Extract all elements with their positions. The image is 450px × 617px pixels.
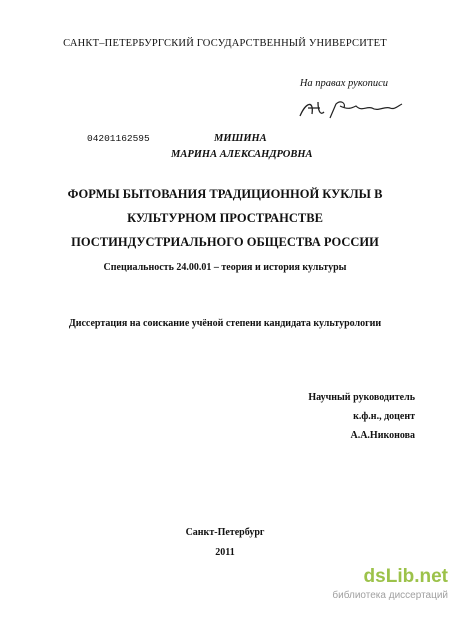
document-code: 04201162595 <box>87 133 150 144</box>
supervisor-name: А.А.Никонова <box>350 430 415 441</box>
watermark-logo[interactable]: dsLib.net <box>363 566 448 587</box>
watermark-subtitle: библиотека диссертаций <box>332 590 448 601</box>
title-line-1: ФОРМЫ БЫТОВАНИЯ ТРАДИЦИОННОЙ КУКЛЫ В <box>67 187 383 201</box>
dissertation-title <box>0 182 450 254</box>
supervisor-role: Научный руководитель <box>308 392 415 403</box>
year: 2011 <box>215 547 235 558</box>
handwritten-signature <box>296 94 406 124</box>
supervisor-degree: к.ф.н., доцент <box>353 411 415 422</box>
supervisor-block <box>308 388 415 445</box>
author-surname: МИШИНА <box>214 133 267 144</box>
city: Санкт-Петербург <box>185 527 265 538</box>
university-name: САНКТ–ПЕТЕРБУРГСКИЙ ГОСУДАРСТВЕННЫЙ УНИВЕРСИТЕТ <box>63 38 387 49</box>
author-given-names: МАРИНА АЛЕКСАНДРОВНА <box>171 149 313 160</box>
title-line-2: КУЛЬТУРНОМ ПРОСТРАНСТВЕ <box>127 211 323 225</box>
dissertation-note: Диссертация на соискание учёной степени кандидата культурологии <box>68 318 382 329</box>
watermark[interactable] <box>332 566 448 601</box>
manuscript-note: На правах рукописи <box>299 78 388 89</box>
title-line-3: ПОСТИНДУСТРИАЛЬНОГО ОБЩЕСТВА РОССИИ <box>71 235 379 249</box>
specialty-line: Специальность 24.00.01 – теория и история культуры <box>103 262 347 273</box>
